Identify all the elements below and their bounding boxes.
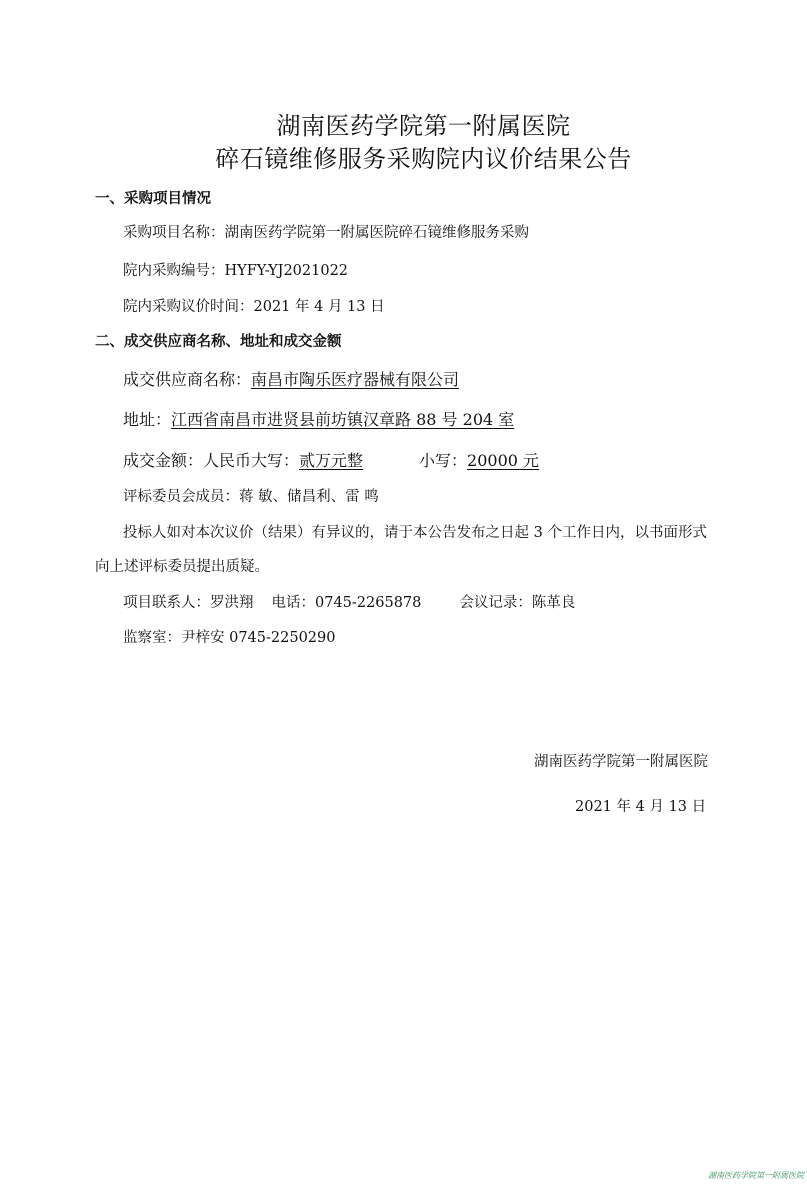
hospital-watermark-logo	[705, 1168, 804, 1182]
signature-org: 湖南医药学院第一附属医院	[534, 754, 708, 770]
project-name: 采购项目名称：湖南医药学院第一附属医院碎石镜维修服务采购	[123, 225, 529, 241]
objection-line-1: 投标人如对本次议价（结果）有异议的，请于本公告发布之日起 3 个工作日内，以书面形式	[123, 525, 707, 541]
supplier-line	[123, 370, 459, 390]
amount-lower: 20000 元	[467, 451, 540, 470]
address-value: 江西省南昌市进贤县前坊镇汉章路 88 号 204 室	[171, 410, 515, 429]
section-2-heading: 二、成交供应商名称、地址和成交金额	[95, 333, 342, 350]
project-number: 院内采购编号：HYFY-YJ2021022	[123, 263, 349, 279]
amount-line	[123, 451, 539, 471]
title-line-1: 湖南医药学院第一附属医院	[276, 112, 571, 140]
signature-date: 2021 年 4 月 13 日	[575, 799, 707, 815]
committee-members: 评标委员会成员：蒋 敏、储昌利、雷 鸣	[123, 489, 379, 505]
supplier-name: 南昌市陶乐医疗器械有限公司	[251, 370, 460, 389]
supervision-office: 监察室：尹梓安 0745-2250290	[123, 630, 336, 646]
meeting-recorder: 会议记录：陈革良	[459, 595, 576, 611]
supplier-label: 成交供应商名称：	[123, 370, 252, 389]
negotiation-time: 院内采购议价时间：2021 年 4 月 13 日	[123, 299, 385, 315]
amount-lower-label: 小写：	[419, 451, 468, 470]
amount-label: 成交金额：人民币大写：	[123, 451, 300, 470]
address-line	[123, 410, 514, 430]
amount-upper: 贰万元整	[299, 451, 364, 470]
contact-line	[123, 593, 575, 613]
objection-line-2: 向上述评标委员提出质疑。	[95, 559, 269, 575]
watermark-text: 湖南医药学院第一附属医院	[708, 1170, 804, 1180]
address-label: 地址：	[123, 410, 172, 429]
section-1-heading: 一、采购项目情况	[95, 190, 211, 207]
title-line-2: 碎石镜维修服务采购院内议价结果公告	[215, 145, 632, 173]
project-contact: 项目联系人：罗洪翔	[123, 595, 254, 611]
contact-phone: 电话：0745-2265878	[271, 595, 422, 611]
